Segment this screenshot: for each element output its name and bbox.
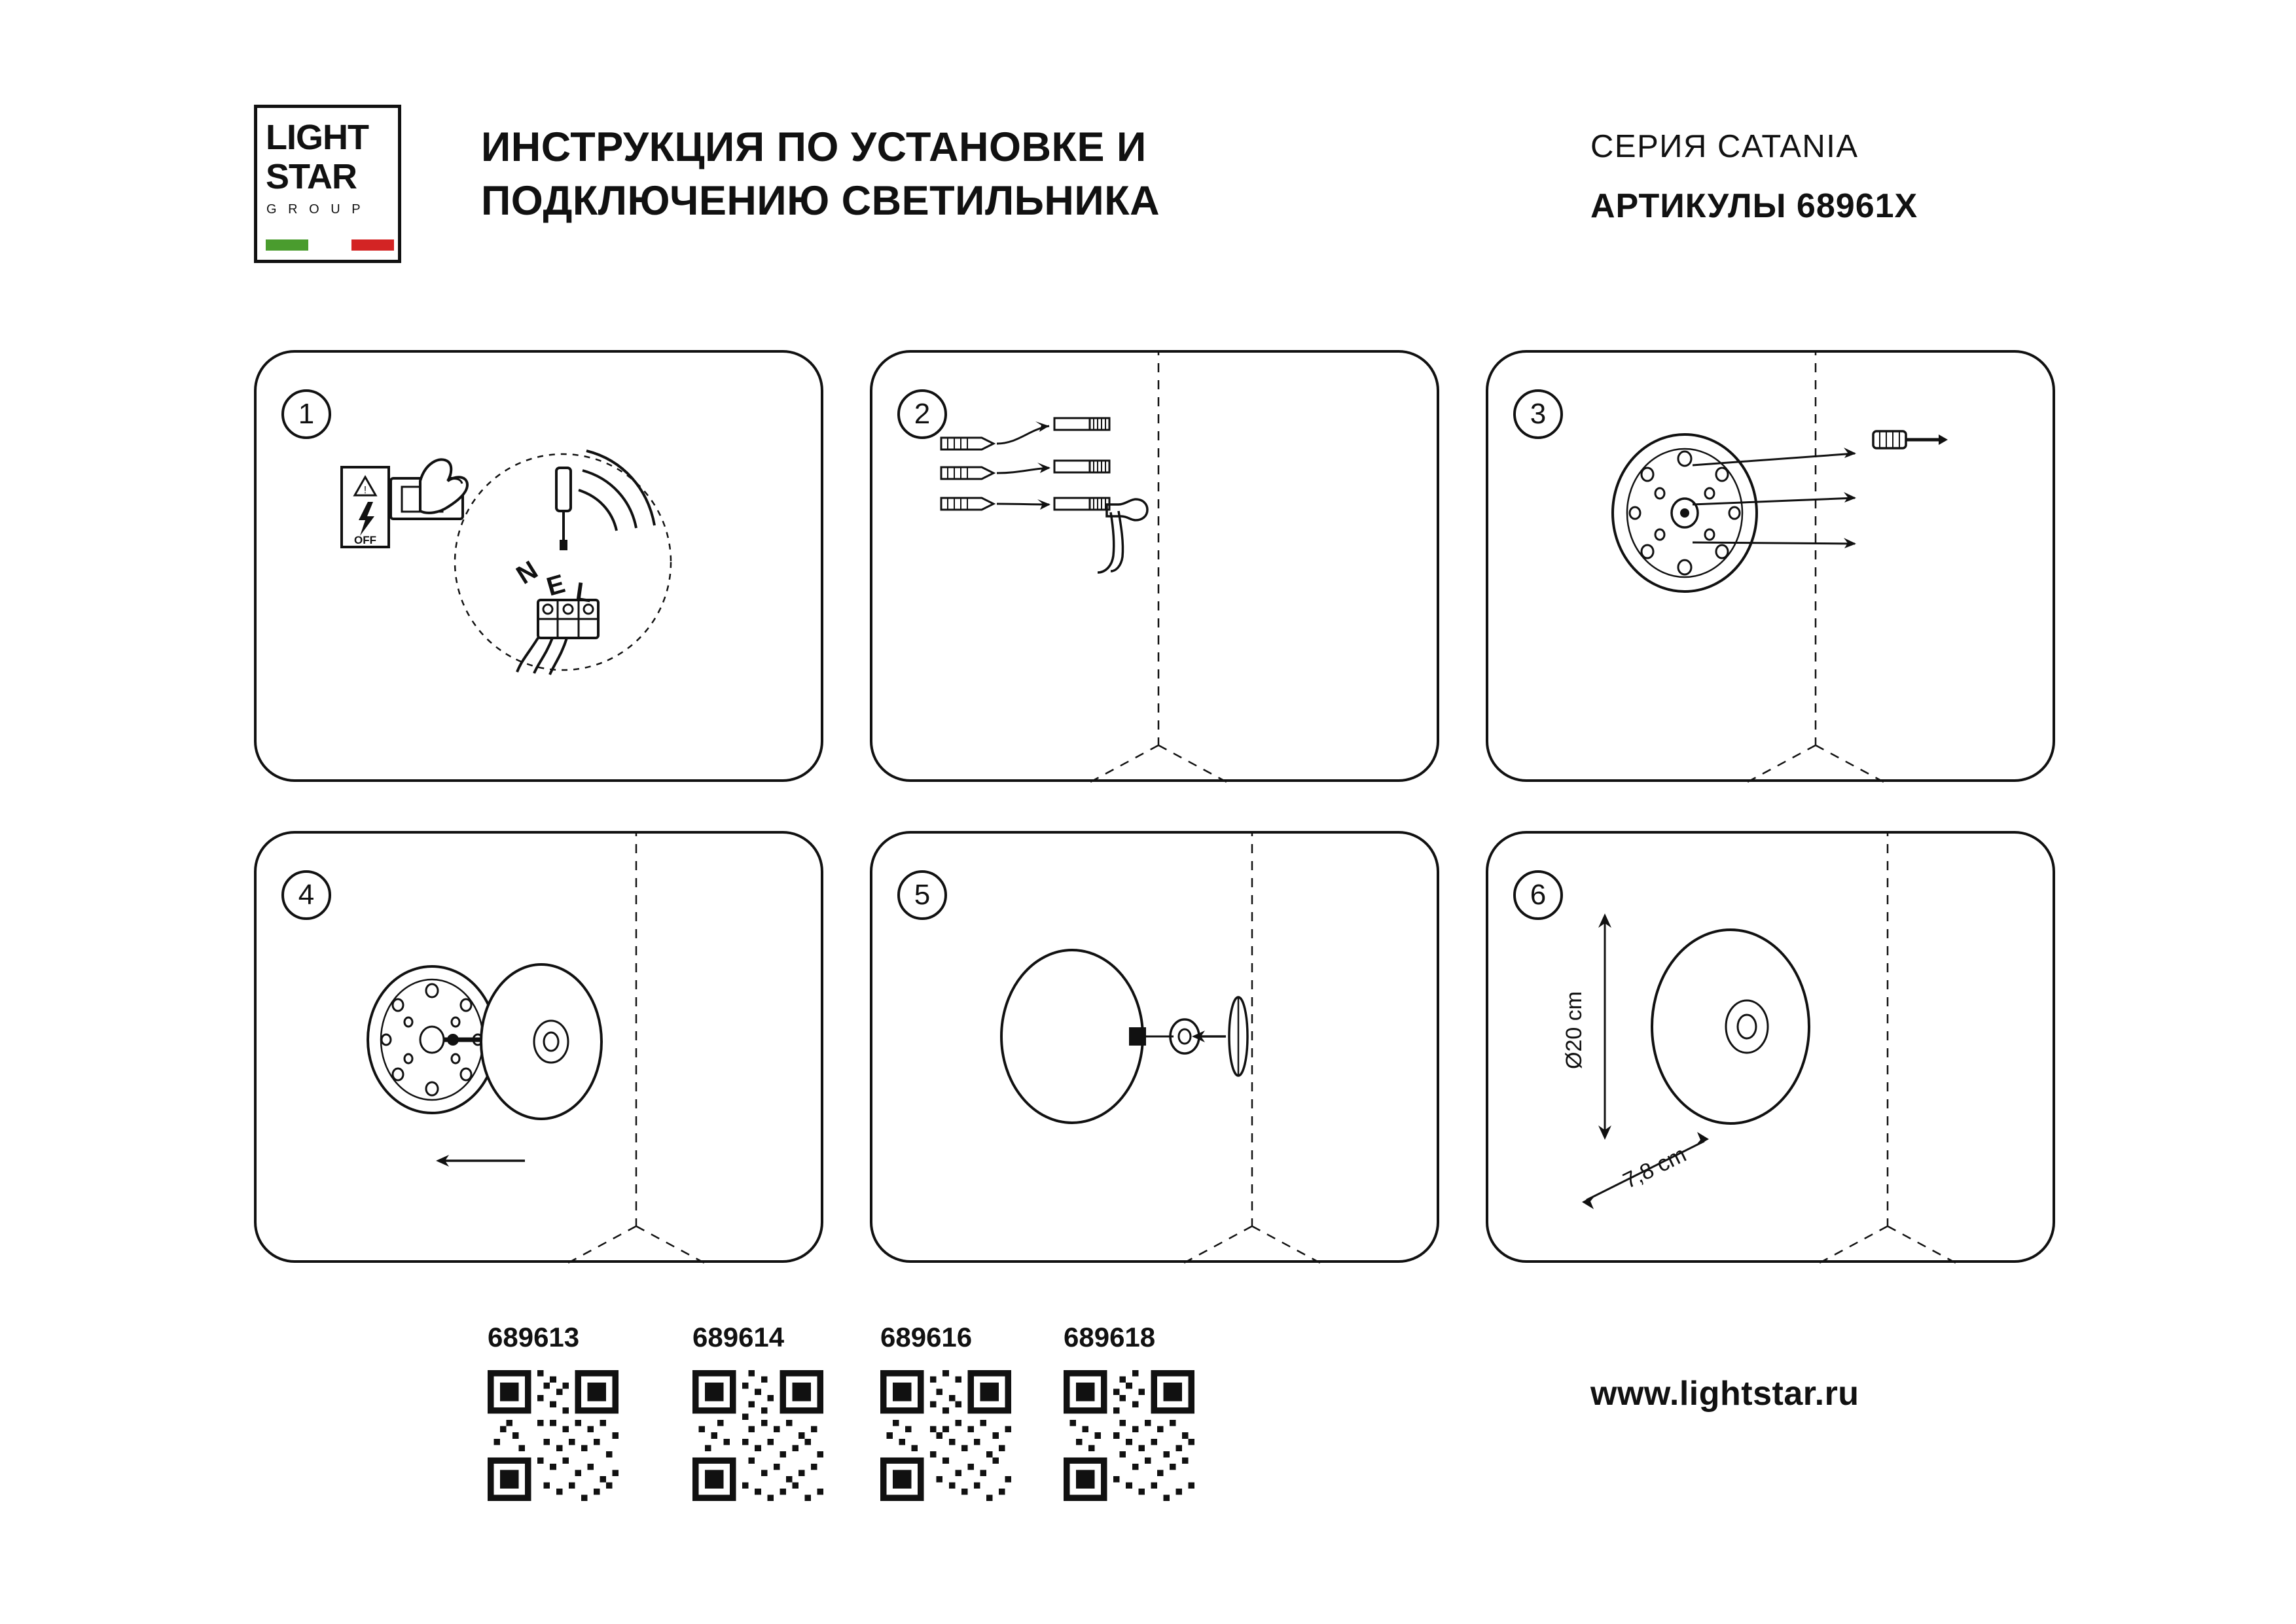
step-number-6: 6 [1513,870,1563,920]
step-3-illustration [1488,353,2058,785]
logo-line-1: LIGHT [266,118,368,157]
series-name: СЕРИЯ CATANIA [1590,129,1859,164]
sku-code: 689613 [488,1322,580,1352]
svg-text:!: ! [363,485,367,496]
qr-code[interactable] [488,1370,619,1501]
sku-block-3 [1064,1322,1194,1504]
svg-text:E: E [543,569,569,602]
sku-block-0 [488,1322,619,1504]
qr-code[interactable] [880,1370,1011,1501]
step-2-illustration [872,353,1442,785]
logo-group-text: G R O U P [266,202,365,217]
qr-code[interactable] [692,1370,823,1501]
step-4-illustration [257,834,826,1265]
website-link[interactable]: www.lightstar.ru [1590,1375,1859,1413]
step-panel-2 [870,350,1439,782]
logo-line-2: STAR [266,157,357,196]
sku-code: 689618 [1064,1322,1156,1352]
page-header [0,0,2296,308]
brand-logo [254,105,401,263]
italian-flag-icon [266,239,394,251]
sku-block-2 [880,1322,1011,1504]
step-1-illustration [257,353,826,785]
dimension-diameter-label: Ø20 cm [1562,991,1587,1069]
dimension-depth-label: 7,8 cm [1619,1142,1691,1194]
sku-code: 689616 [880,1322,973,1352]
svg-text:OFF: OFF [354,534,376,546]
sku-block-1 [692,1322,823,1504]
step-5-illustration [872,834,1442,1265]
step-number-2: 2 [897,389,947,439]
step-panel-5 [870,831,1439,1263]
step-panel-4 [254,831,823,1263]
sku-code: 689614 [692,1322,785,1352]
step-panel-1 [254,350,823,782]
svg-text:N: N [511,556,543,590]
svg-text:L: L [573,577,594,609]
step-number-1: 1 [281,389,331,439]
step-panel-6 [1486,831,2055,1263]
qr-code[interactable] [1064,1370,1194,1501]
step-number-5: 5 [897,870,947,920]
article-codes: АРТИКУЛЫ 68961X [1590,187,1918,225]
step-panel-3 [1486,350,2055,782]
step-number-3: 3 [1513,389,1563,439]
page-title: ИНСТРУКЦИЯ ПО УСТАНОВКЕ И ПОДКЛЮЧЕНИЮ СВЕТИЛЬНИКА [481,124,1160,224]
step-number-4: 4 [281,870,331,920]
